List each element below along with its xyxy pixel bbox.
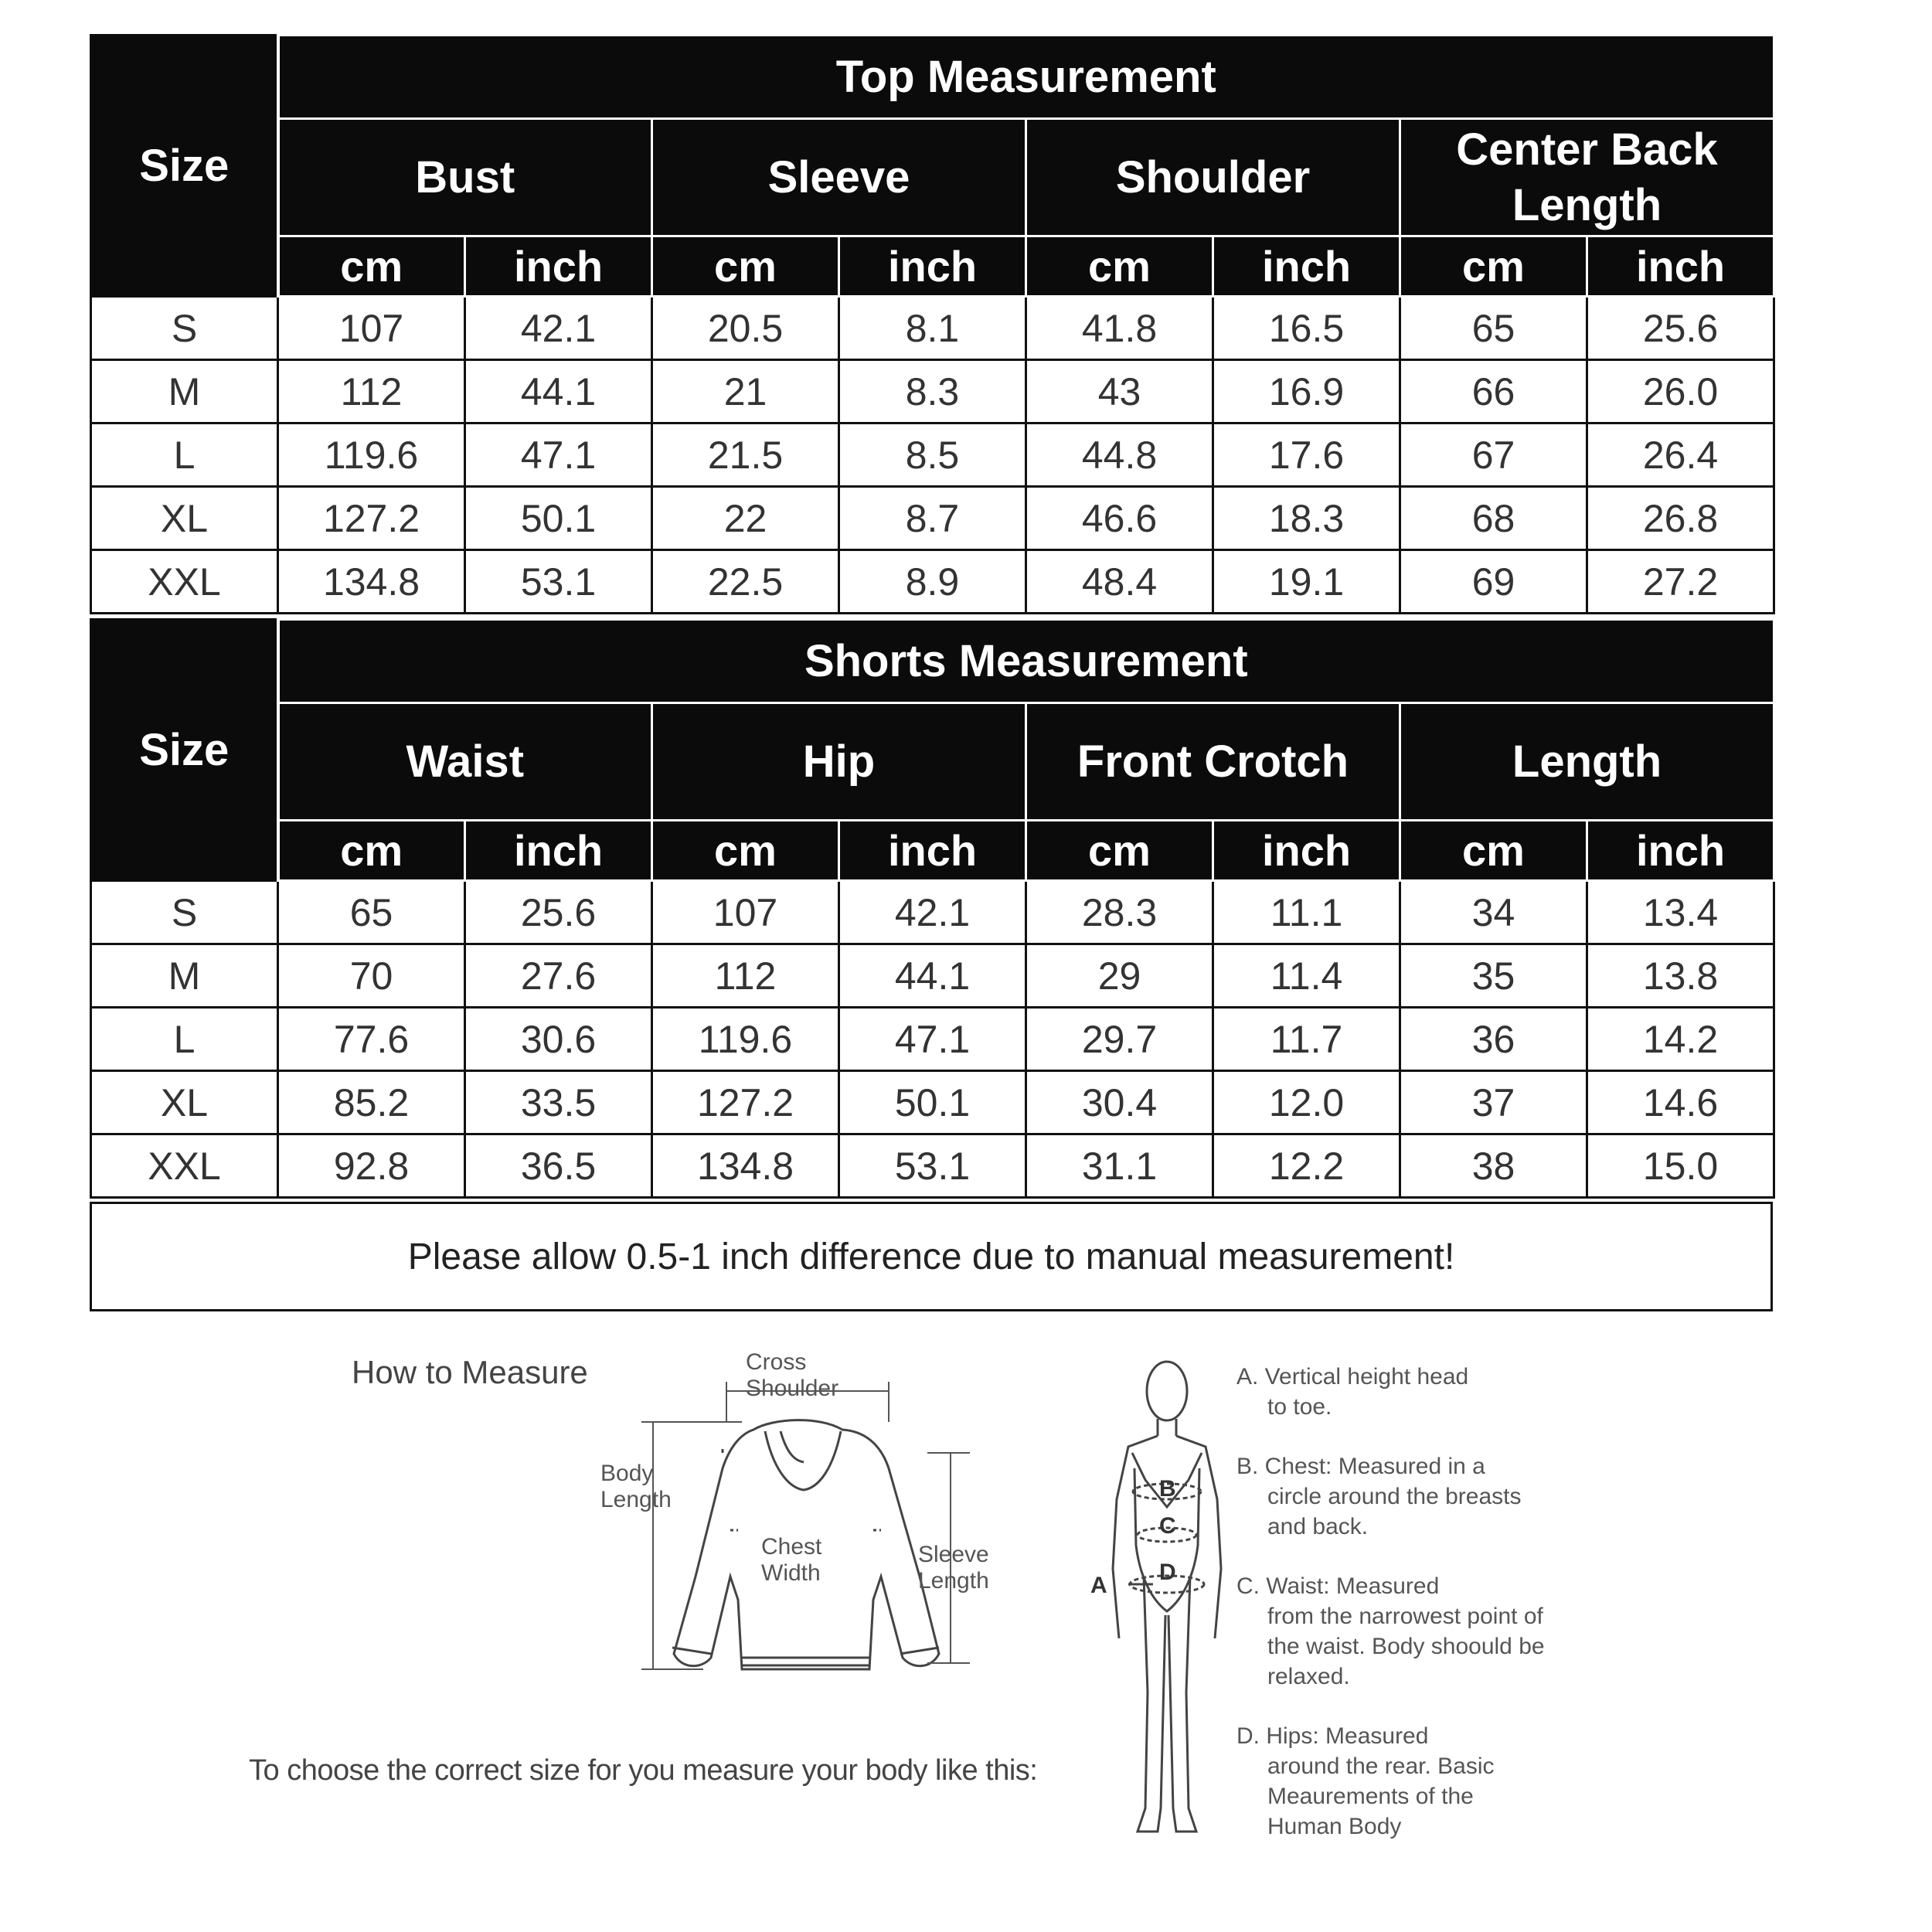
value-cell: 36	[1400, 1008, 1587, 1071]
value-cell: 50.1	[839, 1071, 1026, 1134]
body-length-label: Body Length	[600, 1461, 672, 1512]
table-row	[91, 423, 1774, 487]
unit-header: inch	[839, 821, 1026, 881]
value-cell: 65	[1400, 297, 1587, 360]
size-cell: XXL	[91, 1134, 278, 1198]
table-row	[91, 1071, 1774, 1134]
size-cell: S	[91, 297, 278, 360]
note-d: D. Hips: Measured around the rear. Basic Meaurements of the Human Body	[1236, 1723, 1495, 1839]
value-cell: 66	[1400, 360, 1587, 423]
unit-header: inch	[1213, 821, 1400, 881]
value-cell: 22.5	[652, 550, 839, 614]
table-row	[91, 881, 1774, 944]
value-cell: 50.1	[465, 487, 652, 550]
size-cell: M	[91, 944, 278, 1008]
size-cell: S	[91, 881, 278, 944]
value-cell: 44.8	[1026, 423, 1213, 487]
value-cell: 12.2	[1213, 1134, 1400, 1198]
unit-row	[91, 821, 1774, 881]
table-row	[91, 1134, 1774, 1198]
value-cell: 70	[278, 944, 465, 1008]
table-row	[91, 1008, 1774, 1071]
value-cell: 11.4	[1213, 944, 1400, 1008]
instruction-text: To choose the correct size for you measure your body like this:	[249, 1754, 1038, 1787]
value-cell: 13.4	[1587, 881, 1774, 944]
value-cell: 14.2	[1587, 1008, 1774, 1071]
value-cell: 21.5	[652, 423, 839, 487]
value-cell: 8.3	[839, 360, 1026, 423]
value-cell: 67	[1400, 423, 1587, 487]
value-cell: 20.5	[652, 297, 839, 360]
value-cell: 12.0	[1213, 1071, 1400, 1134]
value-cell: 119.6	[278, 423, 465, 487]
value-cell: 34	[1400, 881, 1587, 944]
value-cell: 112	[278, 360, 465, 423]
group-header-shoulder: Shoulder	[1026, 119, 1400, 236]
table-title: Shorts Measurement	[278, 620, 1774, 703]
value-cell: 47.1	[839, 1008, 1026, 1071]
value-cell: 46.6	[1026, 487, 1213, 550]
unit-row	[91, 236, 1774, 297]
value-cell: 112	[652, 944, 839, 1008]
value-cell: 68	[1400, 487, 1587, 550]
value-cell: 28.3	[1026, 881, 1213, 944]
unit-header: cm	[652, 236, 839, 297]
value-cell: 65	[278, 881, 465, 944]
table-row	[91, 550, 1774, 614]
value-cell: 25.6	[465, 881, 652, 944]
unit-header: cm	[278, 236, 465, 297]
value-cell: 11.1	[1213, 881, 1400, 944]
size-cell: XL	[91, 1071, 278, 1134]
value-cell: 107	[278, 297, 465, 360]
value-cell: 15.0	[1587, 1134, 1774, 1198]
value-cell: 11.7	[1213, 1008, 1400, 1071]
letter-a-label: A	[1090, 1573, 1107, 1598]
value-cell: 22	[652, 487, 839, 550]
value-cell: 134.8	[652, 1134, 839, 1198]
value-cell: 25.6	[1587, 297, 1774, 360]
unit-header: inch	[839, 236, 1026, 297]
value-cell: 119.6	[652, 1008, 839, 1071]
value-cell: 30.4	[1026, 1071, 1213, 1134]
value-cell: 8.1	[839, 297, 1026, 360]
unit-header: cm	[1026, 821, 1213, 881]
chest-width-label: Chest Width	[761, 1534, 822, 1586]
how-to-measure-title: How to Measure	[352, 1354, 588, 1390]
value-cell: 8.5	[839, 423, 1026, 487]
value-cell: 41.8	[1026, 297, 1213, 360]
unit-header: cm	[1400, 236, 1587, 297]
value-cell: 31.1	[1026, 1134, 1213, 1198]
sleeve-length-label: Sleeve Length	[918, 1542, 989, 1594]
group-header-sleeve: Sleeve	[652, 119, 1026, 236]
value-cell: 42.1	[465, 297, 652, 360]
size-header: Size	[91, 620, 278, 881]
group-header-length: Length	[1400, 703, 1774, 821]
value-cell: 8.9	[839, 550, 1026, 614]
group-header-bust: Bust	[278, 119, 652, 236]
value-cell: 27.2	[1587, 550, 1774, 614]
note-b: B. Chest: Measured in a circle around the breasts and back.	[1236, 1454, 1522, 1539]
value-cell: 27.6	[465, 944, 652, 1008]
unit-header: inch	[1213, 236, 1400, 297]
value-cell: 77.6	[278, 1008, 465, 1071]
value-cell: 92.8	[278, 1134, 465, 1198]
value-cell: 134.8	[278, 550, 465, 614]
value-cell: 44.1	[465, 360, 652, 423]
table-row	[91, 944, 1774, 1008]
size-cell: L	[91, 423, 278, 487]
value-cell: 38	[1400, 1134, 1587, 1198]
value-cell: 26.4	[1587, 423, 1774, 487]
unit-header: inch	[1587, 236, 1774, 297]
value-cell: 127.2	[652, 1071, 839, 1134]
table-title: Top Measurement	[278, 36, 1774, 119]
letter-c-label: C	[1159, 1513, 1176, 1539]
value-cell: 33.5	[465, 1071, 652, 1134]
unit-header: inch	[465, 821, 652, 881]
value-cell: 42.1	[839, 881, 1026, 944]
group-header-front-crotch: Front Crotch	[1026, 703, 1400, 821]
value-cell: 26.0	[1587, 360, 1774, 423]
unit-header: cm	[278, 821, 465, 881]
value-cell: 18.3	[1213, 487, 1400, 550]
value-cell: 16.5	[1213, 297, 1400, 360]
unit-header: inch	[465, 236, 652, 297]
unit-header: cm	[652, 821, 839, 881]
size-header: Size	[91, 36, 278, 297]
note-text: Please allow 0.5-1 inch difference due to manual measurement!	[407, 1236, 1455, 1277]
size-cell: L	[91, 1008, 278, 1071]
value-cell: 48.4	[1026, 550, 1213, 614]
group-header-center-back-length: Center Back Length	[1400, 119, 1774, 236]
size-cell: XL	[91, 487, 278, 550]
value-cell: 26.8	[1587, 487, 1774, 550]
value-cell: 44.1	[839, 944, 1026, 1008]
value-cell: 37	[1400, 1071, 1587, 1134]
value-cell: 47.1	[465, 423, 652, 487]
group-header-hip: Hip	[652, 703, 1026, 821]
shorts-measurement-table	[90, 618, 1775, 1199]
letter-d-label: D	[1159, 1560, 1176, 1585]
value-cell: 21	[652, 360, 839, 423]
group-header-waist: Waist	[278, 703, 652, 821]
measurement-notes	[1236, 1362, 1546, 1871]
value-cell: 17.6	[1213, 423, 1400, 487]
value-cell: 43	[1026, 360, 1213, 423]
value-cell: 107	[652, 881, 839, 944]
value-cell: 13.8	[1587, 944, 1774, 1008]
table-row	[91, 297, 1774, 360]
value-cell: 69	[1400, 550, 1587, 614]
value-cell: 16.9	[1213, 360, 1400, 423]
value-cell: 29	[1026, 944, 1213, 1008]
value-cell: 127.2	[278, 487, 465, 550]
value-cell: 53.1	[465, 550, 652, 614]
value-cell: 30.6	[465, 1008, 652, 1071]
value-cell: 53.1	[839, 1134, 1026, 1198]
size-cell: XXL	[91, 550, 278, 614]
table-row	[91, 360, 1774, 423]
table-row	[91, 487, 1774, 550]
value-cell: 14.6	[1587, 1071, 1774, 1134]
unit-header: cm	[1400, 821, 1587, 881]
note-c: C. Waist: Measured from the narrowest point of the waist. Body shoould be relaxed.	[1236, 1573, 1545, 1689]
letter-b-label: B	[1159, 1476, 1176, 1502]
measurement-note	[90, 1202, 1773, 1311]
unit-header: cm	[1026, 236, 1213, 297]
value-cell: 36.5	[465, 1134, 652, 1198]
value-cell: 85.2	[278, 1071, 465, 1134]
value-cell: 35	[1400, 944, 1587, 1008]
size-cell: M	[91, 360, 278, 423]
value-cell: 29.7	[1026, 1008, 1213, 1071]
value-cell: 8.7	[839, 487, 1026, 550]
cross-shoulder-label: Cross Shoulder	[746, 1349, 839, 1401]
top-measurement-table	[90, 34, 1775, 614]
value-cell: 19.1	[1213, 550, 1400, 614]
human-body-diagram-icon	[1074, 1345, 1260, 1855]
unit-header: inch	[1587, 821, 1774, 881]
note-a: A. Vertical height head to toe.	[1236, 1364, 1469, 1420]
